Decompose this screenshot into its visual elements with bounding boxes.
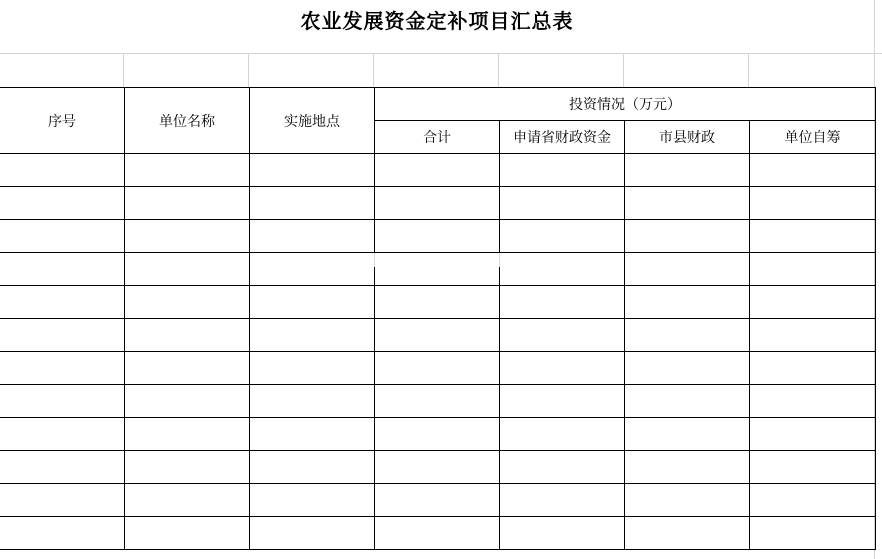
table-row: [0, 286, 876, 319]
cell-self-raised[interactable]: [750, 154, 876, 187]
cell-unit-name[interactable]: [125, 418, 250, 451]
cell-city-county-funds[interactable]: [625, 385, 750, 418]
cell-total[interactable]: [375, 220, 500, 253]
cell-provincial-funds[interactable]: [500, 220, 625, 253]
cell-provincial-funds[interactable]: [500, 154, 625, 187]
cell-city-county-funds[interactable]: [625, 418, 750, 451]
cell-city-county-funds[interactable]: [625, 253, 750, 286]
cell-city-county-funds[interactable]: [625, 154, 750, 187]
cell-seq[interactable]: [0, 220, 125, 253]
cell-total[interactable]: [375, 319, 500, 352]
cell-unit-name[interactable]: [125, 286, 250, 319]
cell-city-county-funds[interactable]: [625, 451, 750, 484]
cell-location[interactable]: [250, 319, 375, 352]
cell-unit-name[interactable]: [125, 253, 250, 286]
sheet-gridline: [373, 54, 374, 88]
cell-unit-name[interactable]: [125, 154, 250, 187]
cell-seq[interactable]: [0, 319, 125, 352]
sheet-gridline: [248, 54, 249, 88]
cell-location[interactable]: [250, 286, 375, 319]
cell-city-county-funds[interactable]: [625, 220, 750, 253]
table-row: [0, 220, 876, 253]
cell-self-raised[interactable]: [750, 451, 876, 484]
cell-seq[interactable]: [0, 253, 125, 286]
cell-seq[interactable]: [0, 352, 125, 385]
header-investment-group[interactable]: 投资情况（万元）: [375, 88, 876, 121]
cell-unit-name[interactable]: [125, 517, 250, 550]
cell-total[interactable]: [375, 451, 500, 484]
title-row[interactable]: [0, 0, 882, 54]
cell-unit-name[interactable]: [125, 352, 250, 385]
table-body: [0, 154, 876, 550]
header-city-county-funds[interactable]: 市县财政: [625, 121, 750, 154]
cell-seq[interactable]: [0, 154, 125, 187]
cell-provincial-funds[interactable]: [500, 517, 625, 550]
cell-self-raised[interactable]: [750, 484, 876, 517]
cell-provincial-funds[interactable]: [500, 286, 625, 319]
cell-self-raised[interactable]: [750, 352, 876, 385]
table-row: [0, 484, 876, 517]
header-total[interactable]: 合计: [375, 121, 500, 154]
cell-city-county-funds[interactable]: [625, 484, 750, 517]
cell-city-county-funds[interactable]: [625, 352, 750, 385]
cell-seq[interactable]: [0, 451, 125, 484]
cell-seq[interactable]: [0, 385, 125, 418]
table-row: [0, 352, 876, 385]
header-unit-name[interactable]: 单位名称: [125, 88, 250, 154]
cell-provincial-funds[interactable]: [500, 385, 625, 418]
cell-city-county-funds[interactable]: [625, 286, 750, 319]
cell-seq[interactable]: [0, 484, 125, 517]
cell-seq[interactable]: [0, 187, 125, 220]
sheet-title: 农业发展资金定补项目汇总表: [300, 9, 574, 33]
sheet-gridline: [123, 54, 124, 88]
cell-self-raised[interactable]: [750, 220, 876, 253]
cell-location[interactable]: [250, 220, 375, 253]
cell-self-raised[interactable]: [750, 385, 876, 418]
cell-unit-name[interactable]: [125, 451, 250, 484]
cell-provincial-funds[interactable]: [500, 187, 625, 220]
table-row: [0, 517, 876, 550]
cell-total[interactable]: [375, 286, 500, 319]
sheet-gridline: [748, 54, 749, 88]
cell-provincial-funds[interactable]: [500, 352, 625, 385]
cell-location[interactable]: [250, 451, 375, 484]
table-row: [0, 154, 876, 187]
cell-total[interactable]: [375, 187, 500, 220]
cell-self-raised[interactable]: [750, 319, 876, 352]
cell-location[interactable]: [250, 418, 375, 451]
cell-unit-name[interactable]: [125, 484, 250, 517]
cell-provincial-funds[interactable]: [500, 451, 625, 484]
cell-seq[interactable]: [0, 418, 125, 451]
sheet-gridline: [623, 54, 624, 88]
cell-provincial-funds[interactable]: [500, 418, 625, 451]
cell-self-raised[interactable]: [750, 286, 876, 319]
render-artifact: [372, 253, 512, 267]
cell-unit-name[interactable]: [125, 385, 250, 418]
cell-total[interactable]: [375, 154, 500, 187]
cell-location[interactable]: [250, 253, 375, 286]
cell-total[interactable]: [375, 352, 500, 385]
cell-unit-name[interactable]: [125, 319, 250, 352]
cell-unit-name[interactable]: [125, 187, 250, 220]
cell-location[interactable]: [250, 187, 375, 220]
cell-city-county-funds[interactable]: [625, 187, 750, 220]
cell-provincial-funds[interactable]: [500, 319, 625, 352]
header-provincial-funds[interactable]: 申请省财政资金: [500, 121, 625, 154]
cell-location[interactable]: [250, 385, 375, 418]
cell-total[interactable]: [375, 418, 500, 451]
sheet-gridline: [498, 54, 499, 88]
table-row: [0, 187, 876, 220]
cell-self-raised[interactable]: [750, 253, 876, 286]
cell-total[interactable]: [375, 484, 500, 517]
header-seq[interactable]: 序号: [0, 88, 125, 154]
cell-self-raised[interactable]: [750, 187, 876, 220]
cell-city-county-funds[interactable]: [625, 517, 750, 550]
cell-total[interactable]: [375, 517, 500, 550]
cell-self-raised[interactable]: [750, 517, 876, 550]
summary-table: [0, 87, 876, 550]
cell-location[interactable]: [250, 517, 375, 550]
cell-total[interactable]: [375, 385, 500, 418]
cell-location[interactable]: [250, 484, 375, 517]
cell-city-county-funds[interactable]: [625, 319, 750, 352]
cell-self-raised[interactable]: [750, 418, 876, 451]
cell-unit-name[interactable]: [125, 220, 250, 253]
header-location[interactable]: 实施地点: [250, 88, 375, 154]
cell-seq[interactable]: [0, 517, 125, 550]
cell-location[interactable]: [250, 154, 375, 187]
cell-seq[interactable]: [0, 286, 125, 319]
cell-location[interactable]: [250, 352, 375, 385]
cell-provincial-funds[interactable]: [500, 253, 625, 286]
header-self-raised[interactable]: 单位自筹: [750, 121, 876, 154]
table-row: [0, 451, 876, 484]
table-row: [0, 418, 876, 451]
cell-provincial-funds[interactable]: [500, 484, 625, 517]
table-row: [0, 385, 876, 418]
table-row: [0, 319, 876, 352]
